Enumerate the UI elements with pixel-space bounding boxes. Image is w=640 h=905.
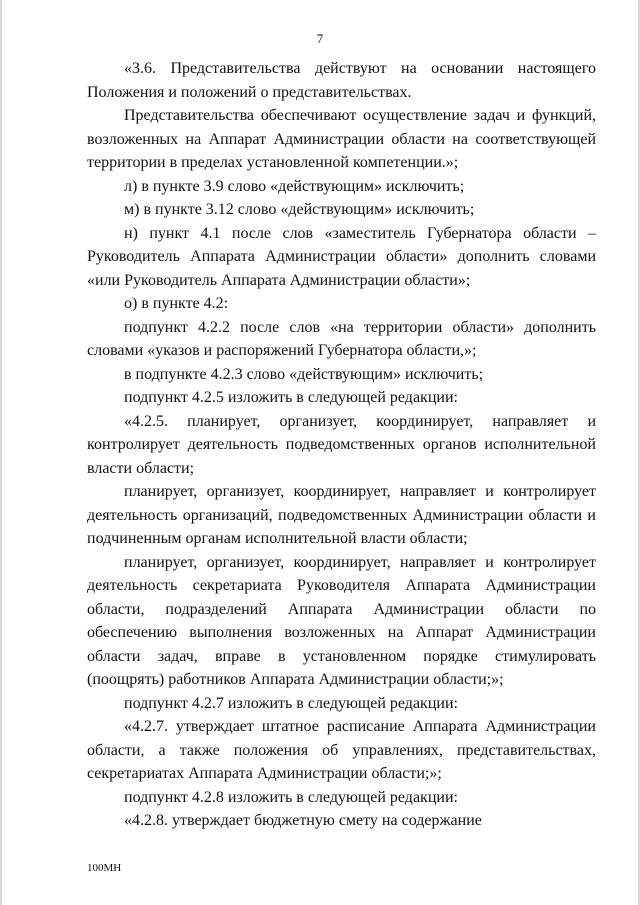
- scan-edge-left: [0, 0, 2, 905]
- paragraph: подпункт 4.2.5 изложить в следующей редакции:: [124, 389, 458, 406]
- footer-code: 100МН: [87, 862, 122, 874]
- paragraph: Представительства обеспечивают осуществление задач и функций, возложенных на Аппарат Администрации области на соответствующей территории в пределах установленной компетенции.»;: [87, 107, 596, 171]
- page-number: 7: [316, 31, 324, 46]
- paragraph: подпункт 4.2.7 изложить в следующей редакции:: [124, 694, 458, 712]
- document-body: [87, 57, 596, 833]
- paragraph: о) в пункте 4.2:: [124, 295, 229, 312]
- paragraph: планирует, организует, координирует, направляет и контролирует деятельность секретариата Руководителя Аппарата Администрации области, подразделений Аппарата Администрации области по обеспечению выполнения возложенных на Аппарат Администрации области задач, вправе в установленном порядке стимулировать (поощрять) работников Аппарата Администрации области;»;: [87, 553, 596, 688]
- paragraph: «4.2.7. утверждает штатное расписание Аппарата Администрации области, а также положения об управлениях, представительствах, секретариатах Аппарата Администрации области;»;: [87, 718, 596, 782]
- paragraph: «4.2.5. планирует, организует, координирует, направляет и контролирует деятельность подведомственных органов исполнительной власти области;: [87, 412, 596, 477]
- paragraph: «4.2.8. утверждает бюджетную смету на содержание: [124, 812, 482, 829]
- paragraph: «3.6. Представительства действуют на основании настоящего Положения и положений о представительствах.: [87, 60, 596, 101]
- paragraph: в подпункте 4.2.3 слово «действующим» исключить;: [124, 365, 484, 383]
- paragraph: подпункт 4.2.8 изложить в следующей редакции:: [124, 788, 458, 806]
- paragraph: л) в пункте 3.9 слово «действующим» исключить;: [124, 177, 465, 195]
- paragraph: планирует, организует, координирует, направляет и контролирует деятельность организаций, подведомственных Администрации области и подчиненным органам исполнительной власти области;: [87, 483, 596, 547]
- paragraph: м) в пункте 3.12 слово «действующим» исключить;: [124, 201, 475, 218]
- paragraph: н) пункт 4.1 после слов «заместитель Губернатора области – Руководитель Аппарата Администрации области» дополнить словами «или Руководитель Аппарата Администрации области»;: [87, 224, 596, 289]
- paragraph: подпункт 4.2.2 после слов «на территории области» дополнить словами «указов и распоряжений Губернатора области,»;: [87, 318, 596, 359]
